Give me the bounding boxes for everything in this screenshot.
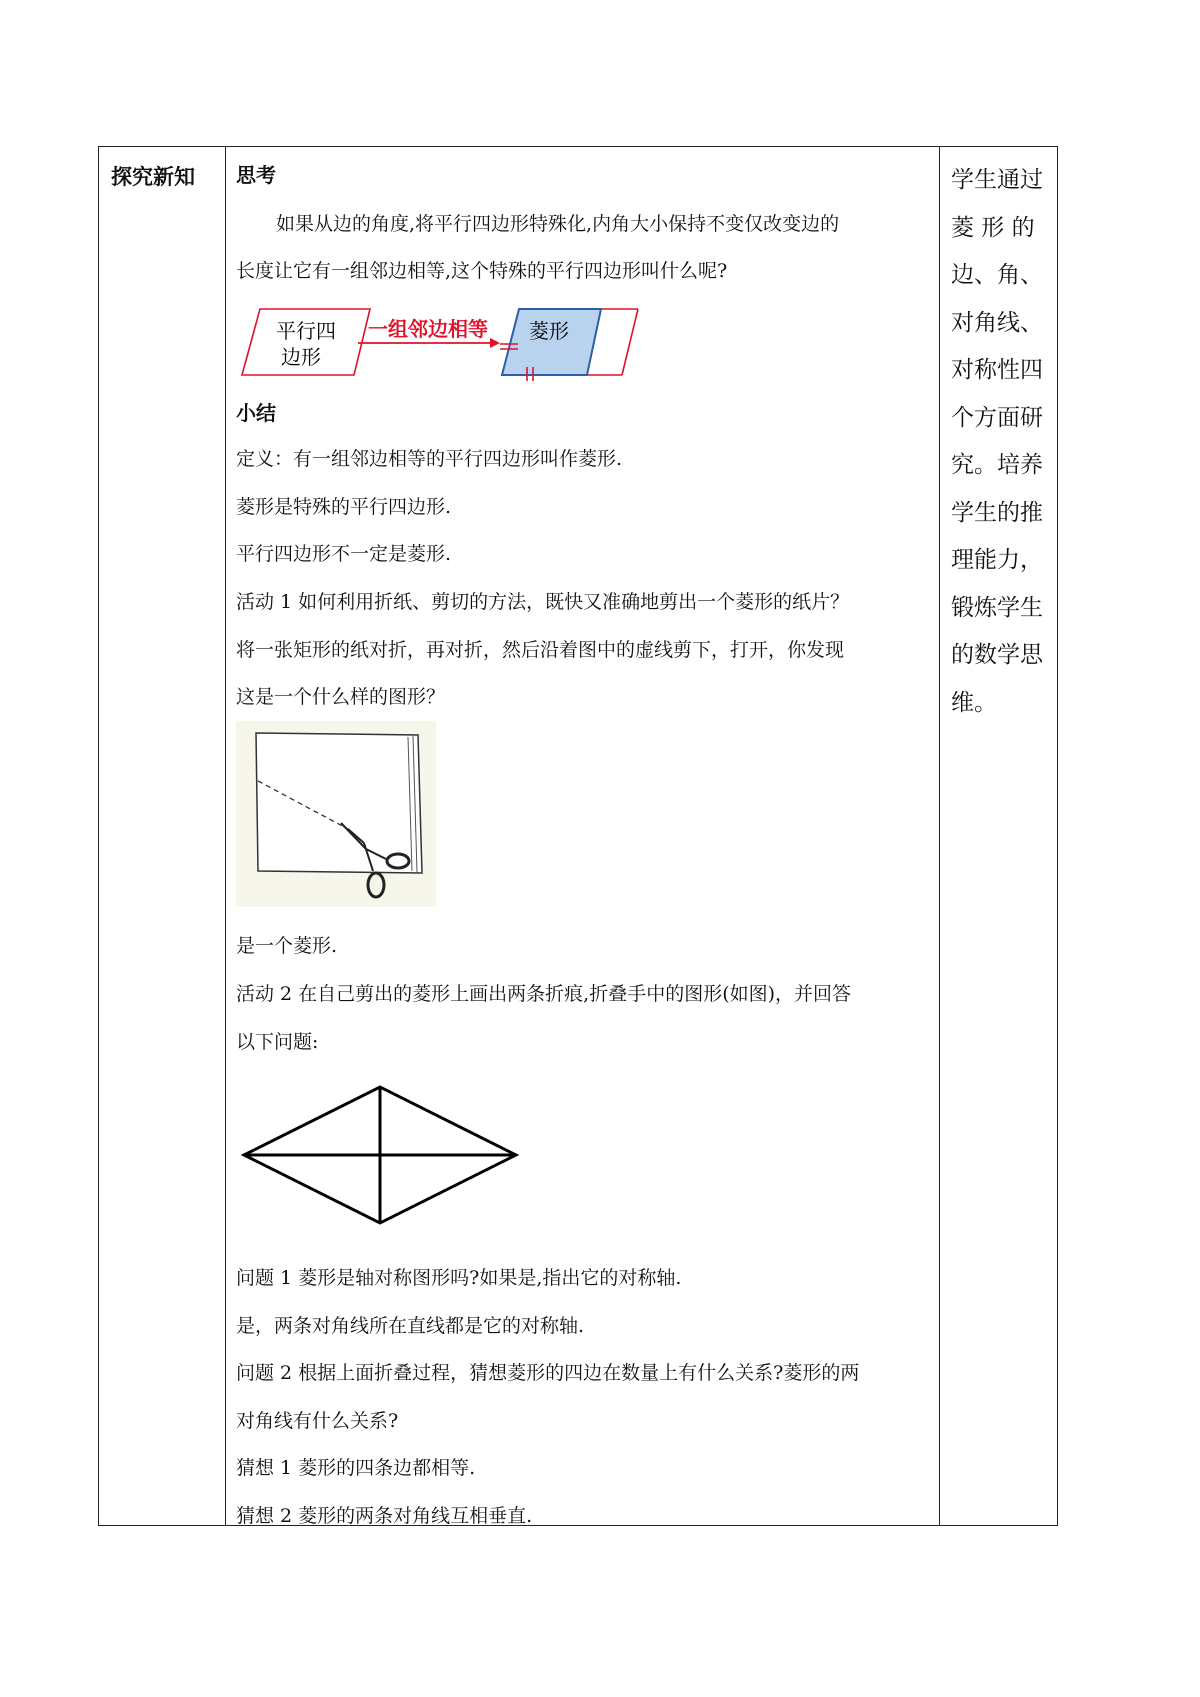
side-note-line: 菱 形 的 bbox=[951, 214, 1035, 241]
side-note-line: 学生通过 bbox=[951, 167, 1043, 193]
side-note-line: 个方面研 bbox=[951, 404, 1043, 431]
lesson-table bbox=[98, 146, 1058, 1526]
side-note-line: 锻炼学生 bbox=[951, 594, 1043, 621]
parallelogram-to-rhombus-diagram bbox=[236, 299, 656, 385]
summary-line3: 平行四边形不一定是菱形. bbox=[236, 543, 452, 565]
side-note-line: 理能力， bbox=[951, 547, 1043, 573]
question2-line1: 问题 2 根据上面折叠过程，猜想菱形的四边在数量上有什么关系?菱形的两 bbox=[236, 1362, 860, 1384]
activity1-line1: 活动 1 如何利用折纸、剪切的方法，既快又准确地剪出一个菱形的纸片？ bbox=[236, 591, 850, 613]
think-text-line2: 长度让它有一组邻边相等,这个特殊的平行四边形叫什么呢? bbox=[236, 260, 728, 282]
activity2-line2: 以下问题: bbox=[236, 1031, 319, 1053]
activity2-line1: 活动 2 在自己剪出的菱形上画出两条折痕,折叠手中的图形(如图)，并回答 bbox=[236, 983, 852, 1005]
side-note-line: 对称性四 bbox=[951, 357, 1043, 383]
side-note-line: 边、角、 bbox=[951, 262, 1043, 288]
side-note-line: 学生的推 bbox=[951, 499, 1043, 526]
think-title: 思考 bbox=[236, 163, 276, 187]
parallelogram-extension-side bbox=[622, 309, 638, 375]
question1-answer: 是，两条对角线所在直线都是它的对称轴. bbox=[236, 1315, 585, 1337]
rhombus-diagonals-diagram bbox=[236, 1079, 526, 1244]
activity1-line3: 这是一个什么样的图形？ bbox=[236, 686, 446, 708]
column-divider bbox=[939, 147, 940, 1525]
question2-line2: 对角线有什么关系? bbox=[236, 1410, 399, 1432]
guess1: 猜想 1 菱形的四条边都相等. bbox=[236, 1457, 476, 1479]
summary-line2: 菱形是特殊的平行四边形. bbox=[236, 496, 452, 518]
stage-label: 探究新知 bbox=[111, 164, 195, 189]
teaching-intent-note bbox=[951, 157, 1055, 727]
summary-line1: 定义：有一组邻边相等的平行四边形叫作菱形. bbox=[236, 448, 623, 470]
side-note-line: 究。培养 bbox=[951, 452, 1043, 478]
rhombus-label: 菱形 bbox=[529, 319, 569, 343]
activity1-answer: 是一个菱形. bbox=[236, 935, 338, 957]
question1: 问题 1 菱形是轴对称图形吗?如果是,指出它的对称轴. bbox=[236, 1267, 682, 1289]
guess2: 猜想 2 菱形的两条对角线互相垂直. bbox=[236, 1505, 533, 1527]
column-divider bbox=[225, 147, 226, 1525]
side-note-line: 对角线、 bbox=[951, 309, 1043, 336]
parallelogram-label-line2: 边形 bbox=[281, 345, 321, 369]
summary-title: 小结 bbox=[236, 401, 276, 425]
arrow-label: 一组邻边相等 bbox=[368, 317, 488, 341]
folded-paper bbox=[256, 733, 422, 873]
side-note-line: 维。 bbox=[951, 689, 997, 716]
activity1-line2: 将一张矩形的纸对折，再对折，然后沿着图中的虚线剪下，打开，你发现 bbox=[236, 639, 845, 661]
side-note-line: 的数学思 bbox=[951, 642, 1043, 668]
think-text-line1: 如果从边的角度,将平行四边形特殊化,内角大小保持不变仅改变边的 bbox=[276, 213, 840, 235]
paper-folding-image bbox=[236, 721, 436, 907]
arrow-head bbox=[490, 338, 500, 348]
parallelogram-label-line1: 平行四 bbox=[276, 319, 336, 343]
